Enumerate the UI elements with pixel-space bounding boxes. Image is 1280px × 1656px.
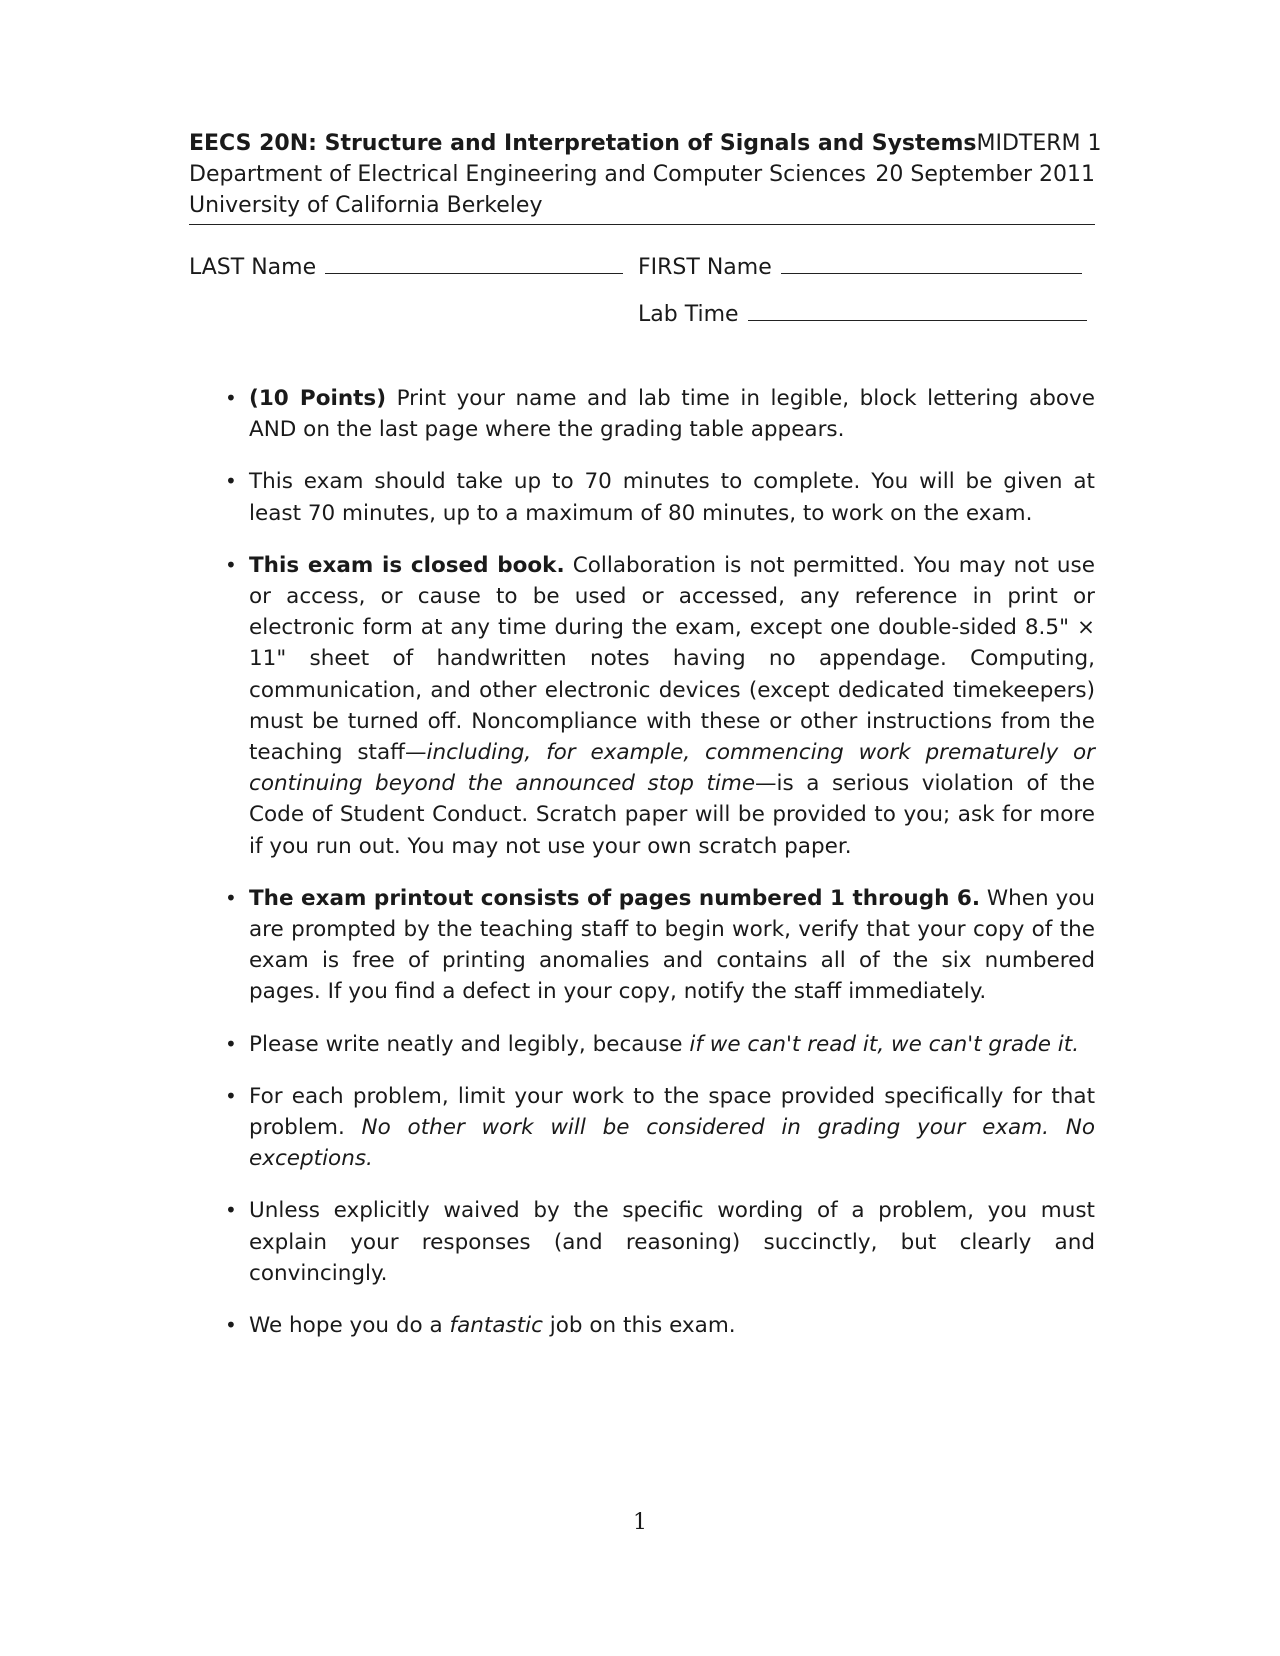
exam-label: MIDTERM 1	[976, 131, 1102, 156]
header-line-2	[189, 159, 1095, 190]
header-line-1	[189, 128, 1102, 159]
instruction-item: • For each problem, limit your work to the space provided specifically for that problem. No other work will be considered in grading your exam. No exceptions.	[189, 1081, 1095, 1175]
instruction-item: • The exam printout consists of pages numbered 1 through 6. When you are prompted by the teaching staff to begin work, verify that your copy of the exam is free of printing anomalies and contains all of the six numbered pages. If you find a defect in your copy, notify the staff immediately.	[189, 883, 1095, 1008]
page-number: 1	[633, 1510, 647, 1535]
university: University of California Berkeley	[189, 193, 543, 218]
bullet-icon: •	[225, 1083, 237, 1108]
last-name-field[interactable]	[189, 253, 623, 280]
exam-date: 20 September 2011	[875, 162, 1095, 187]
bullet-icon: •	[225, 469, 237, 494]
header-rule	[189, 224, 1095, 225]
first-name-field[interactable]	[638, 253, 1082, 280]
instruction-item: • (10 Points) Print your name and lab time in legible, block lettering above AND on the last page where the grading table appears.	[189, 383, 1095, 445]
last-name-label: LAST Name	[189, 255, 317, 280]
bullet-icon: •	[225, 885, 237, 910]
instruction-item: • This exam is closed book. Collaboration is not permitted. You may not use or access, or cause to be used or accessed, any reference in print or electronic form at any time during the exam, except one double-sided 8.5" × 11" sheet of handwritten notes having no appendage. Computing, communication, and other electronic devices (except dedicated timekeepers) must be turned off. Noncompliance with these or other instructions from the teaching staff—including, for example, commencing work prematurely or continuing beyond the announced stop time—is a serious violation of the Code of Student Conduct. Scratch paper will be provided to you; ask for more if you run out. You may not use your own scratch paper.	[189, 550, 1095, 862]
bullet-icon: •	[225, 1313, 237, 1338]
course-title: EECS 20N: Structure and Interpretation of Signals and Systems	[189, 131, 977, 156]
bullet-icon: •	[225, 1198, 237, 1223]
first-name-line[interactable]	[781, 253, 1082, 274]
bullet-icon: •	[225, 552, 237, 577]
lab-time-label: Lab Time	[638, 302, 739, 327]
lab-time-line[interactable]	[748, 300, 1087, 321]
lab-time-row	[189, 300, 1095, 347]
instructions-list	[189, 383, 1095, 1362]
instruction-item: • Unless explicitly waived by the specific wording of a problem, you must explain your responses (and reasoning) succinctly, but clearly and convincingly.	[189, 1195, 1095, 1289]
lab-time-field[interactable]	[638, 300, 1087, 327]
first-name-label: FIRST Name	[638, 255, 772, 280]
instruction-item: • We hope you do a fantastic job on this exam.	[189, 1310, 1095, 1341]
instruction-item: • Please write neatly and legibly, because if we can't read it, we can't grade it.	[189, 1029, 1095, 1060]
header-line-3	[189, 190, 1095, 221]
department: Department of Electrical Engineering and Computer Sciences	[189, 162, 866, 187]
instruction-item: • This exam should take up to 70 minutes to complete. You will be given at least 70 minutes, up to a maximum of 80 minutes, to work on the exam.	[189, 466, 1095, 528]
exam-cover-page	[189, 128, 1102, 347]
name-fields-row	[189, 253, 1095, 300]
last-name-line[interactable]	[325, 253, 623, 274]
bullet-icon: •	[225, 1031, 237, 1056]
bullet-icon: •	[225, 386, 237, 410]
